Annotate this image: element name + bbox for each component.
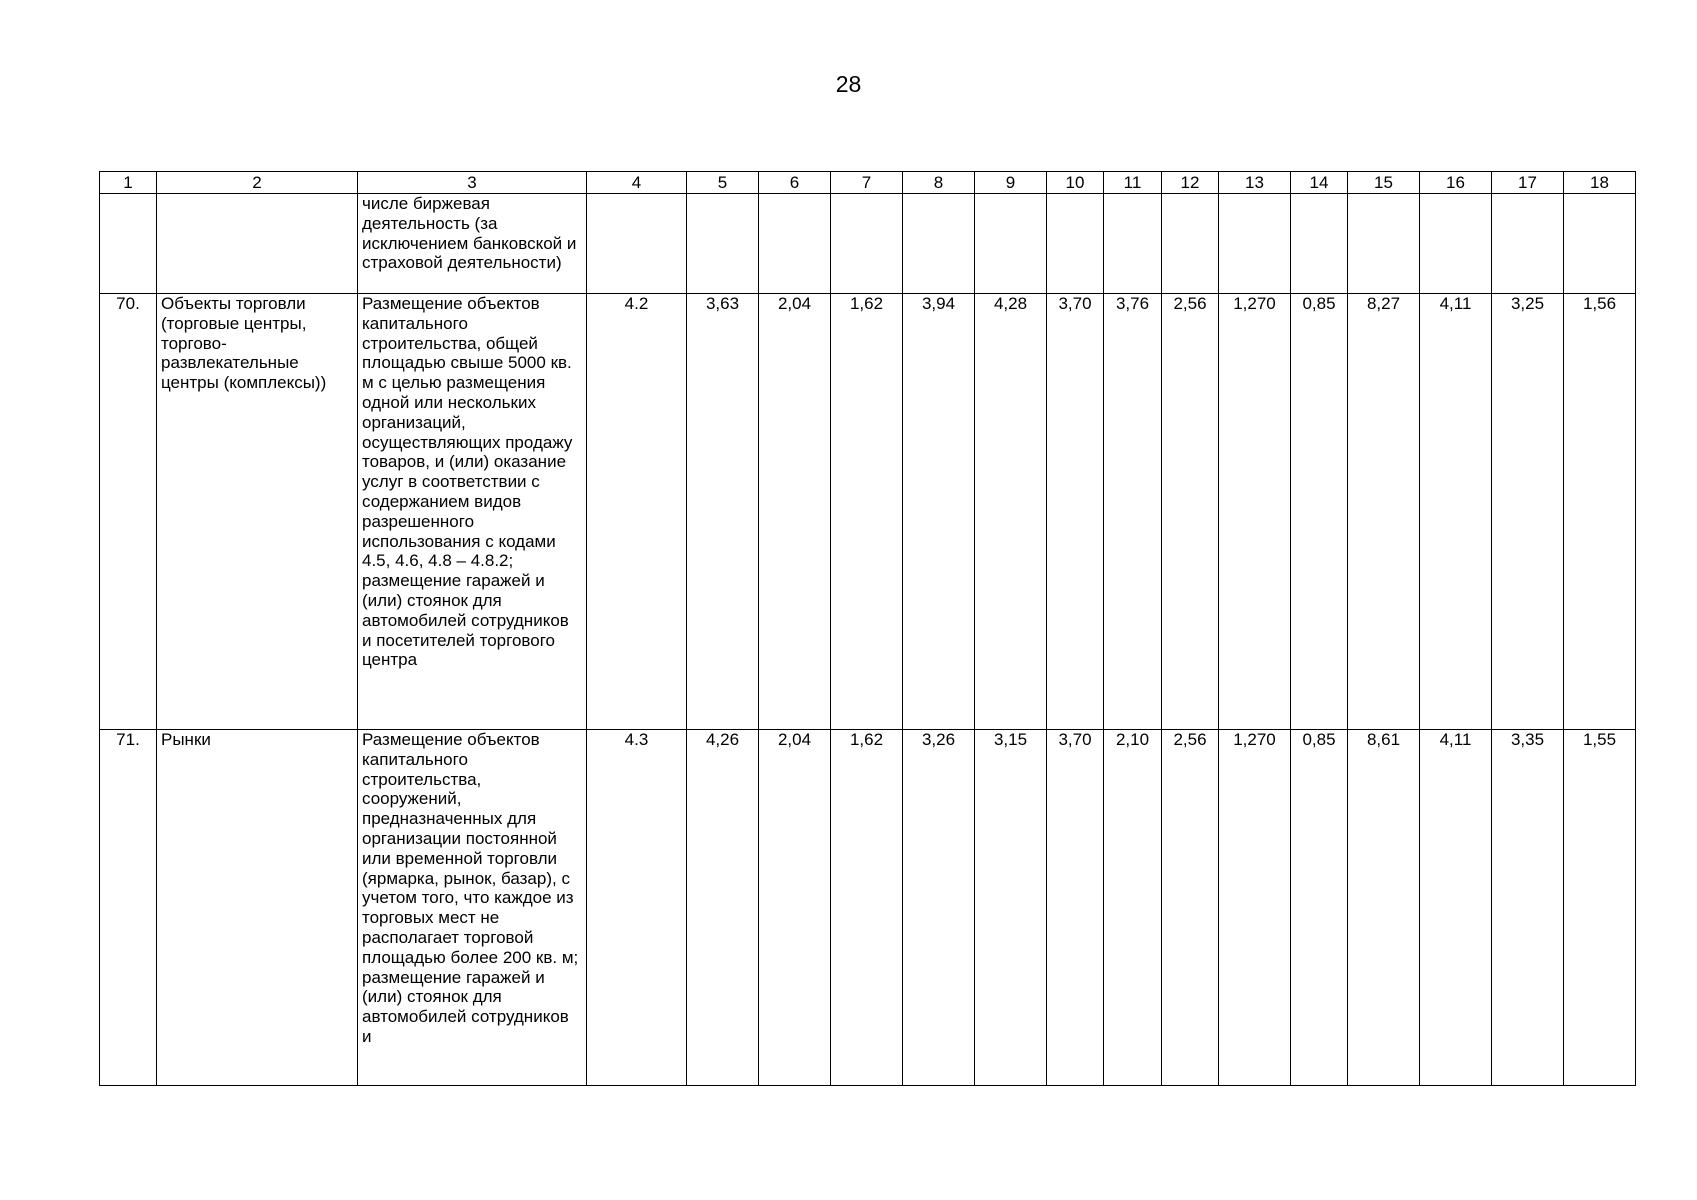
- column-header: 3: [358, 172, 587, 194]
- value-cell: [1564, 194, 1636, 294]
- page-number: 28: [835, 71, 862, 97]
- value-cell: 3,63: [687, 294, 759, 730]
- value-cell: 0,85: [1291, 294, 1348, 730]
- row-number-cell: [100, 194, 157, 294]
- column-header: 14: [1291, 172, 1348, 194]
- column-header: 6: [759, 172, 831, 194]
- value-cell: 4,28: [975, 294, 1047, 730]
- value-cell: 8,61: [1348, 730, 1420, 1086]
- value-cell: [1104, 194, 1162, 294]
- column-header: 1: [100, 172, 157, 194]
- table-row-continuation: [100, 194, 1636, 294]
- value-cell: 2,04: [759, 730, 831, 1086]
- value-cell: [1492, 194, 1564, 294]
- value-cell: 1,270: [1219, 294, 1291, 730]
- column-header: 12: [1162, 172, 1219, 194]
- column-header: 18: [1564, 172, 1636, 194]
- object-name-cell: Объекты торговли (торговые центры, торгово-развлекательные центры (комплексы)): [157, 294, 358, 730]
- value-cell: 3,15: [975, 730, 1047, 1086]
- value-cell: 1,55: [1564, 730, 1636, 1086]
- table-row: [100, 294, 1636, 730]
- value-cell: 3,26: [903, 730, 975, 1086]
- column-header: 8: [903, 172, 975, 194]
- column-header: 2: [157, 172, 358, 194]
- value-cell: 2,56: [1162, 294, 1219, 730]
- value-cell: 3,76: [1104, 294, 1162, 730]
- value-cell: [1420, 194, 1492, 294]
- value-cell: [759, 194, 831, 294]
- value-cell: 8,27: [1348, 294, 1420, 730]
- value-cell: [1162, 194, 1219, 294]
- value-cell: 3,35: [1492, 730, 1564, 1086]
- object-name-cell: Рынки: [157, 730, 358, 1086]
- value-cell: [903, 194, 975, 294]
- value-cell: 1,62: [831, 294, 903, 730]
- column-header: 17: [1492, 172, 1564, 194]
- column-header: 10: [1047, 172, 1104, 194]
- value-cell: 1,56: [1564, 294, 1636, 730]
- value-cell: 1,270: [1219, 730, 1291, 1086]
- column-header: 11: [1104, 172, 1162, 194]
- description-cell: Размещение объектов капитального строительства, общей площадью свыше 5000 кв. м с целью размещения одной или нескольких организаций, осуществляющих продажу товаров, и (или) оказание услуг в соответствии с содержанием видов разрешенного использования с кодами 4.5, 4.6, 4.8 – 4.8.2; размещение гаражей и (или) стоянок для автомобилей сотрудников и посетителей торгового центра: [358, 294, 587, 730]
- value-cell: 2,56: [1162, 730, 1219, 1086]
- column-header: 9: [975, 172, 1047, 194]
- column-header: 7: [831, 172, 903, 194]
- column-header: 5: [687, 172, 759, 194]
- data-table: [99, 171, 1636, 1086]
- value-cell: 0,85: [1291, 730, 1348, 1086]
- value-cell: [687, 194, 759, 294]
- value-cell: 1,62: [831, 730, 903, 1086]
- object-name-cell: [157, 194, 358, 294]
- column-header: 16: [1420, 172, 1492, 194]
- value-cell: 2,10: [1104, 730, 1162, 1086]
- value-cell: [975, 194, 1047, 294]
- value-cell: 4,11: [1420, 730, 1492, 1086]
- value-cell: 3,94: [903, 294, 975, 730]
- code-cell: [587, 194, 687, 294]
- value-cell: 3,25: [1492, 294, 1564, 730]
- column-header: 4: [587, 172, 687, 194]
- value-cell: [1219, 194, 1291, 294]
- row-number-cell: 70.: [100, 294, 157, 730]
- description-cell: Размещение объектов капитального строительства, сооружений, предназначенных для организации постоянной или временной торговли (ярмарка, рынок, базар), с учетом того, что каждое из торговых мест не располагает торговой площадью более 200 кв. м; размещение гаражей и (или) стоянок для автомобилей сотрудников и: [358, 730, 587, 1086]
- column-header: 13: [1219, 172, 1291, 194]
- table-row: [100, 730, 1636, 1086]
- value-cell: 3,70: [1047, 294, 1104, 730]
- code-cell: 4.2: [587, 294, 687, 730]
- column-header: 15: [1348, 172, 1420, 194]
- value-cell: [831, 194, 903, 294]
- value-cell: [1291, 194, 1348, 294]
- value-cell: 3,70: [1047, 730, 1104, 1086]
- code-cell: 4.3: [587, 730, 687, 1086]
- value-cell: [1348, 194, 1420, 294]
- value-cell: 4,11: [1420, 294, 1492, 730]
- column-number-header: [100, 172, 1636, 194]
- description-cell: числе биржевая деятельность (за исключением банковской и страховой деятельности): [358, 194, 587, 294]
- value-cell: 2,04: [759, 294, 831, 730]
- row-number-cell: 71.: [100, 730, 157, 1086]
- value-cell: 4,26: [687, 730, 759, 1086]
- value-cell: [1047, 194, 1104, 294]
